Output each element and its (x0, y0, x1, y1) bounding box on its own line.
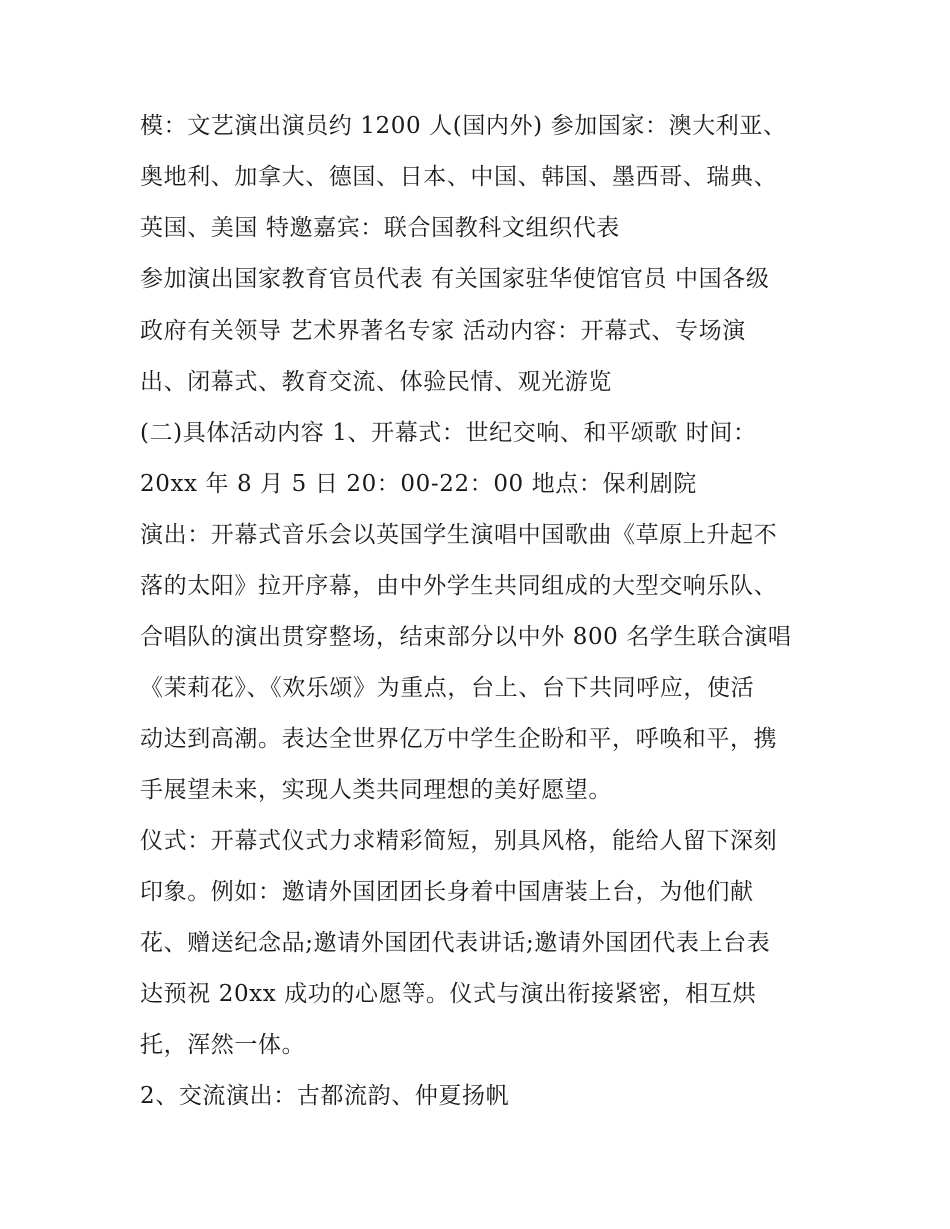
section-heading: 2、交流演出：古都流韵、仲夏扬帆 (140, 1083, 510, 1109)
body-text-line: 参加演出国家教育官员代表 有关国家驻华使馆官员 中国各级 (140, 266, 770, 292)
body-text-line: 20xx 年 8 月 5 日 20：00-22：00 地点：保利剧院 (140, 471, 697, 497)
body-text-line: 合唱队的演出贯穿整场，结束部分以中外 800 名学生联合演唱 (140, 624, 792, 650)
body-text-line: 印象。例如：邀请外国团团长身着中国唐装上台，为他们献 (140, 879, 754, 905)
body-text-line: 落的太阳》拉开序幕，由中外学生共同组成的大型交响乐队、 (140, 573, 778, 599)
body-text-line: 达预祝 20xx 成功的心愿等。仪式与演出衔接紧密，相互烘 (140, 981, 757, 1007)
body-text-line: (二)具体活动内容 1、开幕式：世纪交响、和平颂歌 时间： (140, 420, 757, 446)
body-text-line: 动达到高潮。表达全世界亿万中学生企盼和平，呼唤和平，携 (140, 726, 778, 752)
body-text-line: 模：文艺演出演员约 1200 人(国内外) 参加国家：澳大利亚、 (140, 113, 787, 139)
body-text-line: 奥地利、加拿大、德国、日本、中国、韩国、墨西哥、瑞典、 (140, 164, 778, 190)
body-text-line: 出、闭幕式、教育交流、体验民情、观光游览 (140, 369, 612, 395)
body-text-line: 演出：开幕式音乐会以英国学生演唱中国歌曲《草原上升起不 (140, 522, 778, 548)
body-text-line: 手展望未来，实现人类共同理想的美好愿望。 (140, 777, 612, 803)
body-text-line: 《茉莉花》、《欢乐颂》为重点，台上、台下共同呼应，使活 (140, 675, 755, 701)
body-text-line: 英国、美国 特邀嘉宾：联合国教科文组织代表 (140, 215, 620, 241)
body-text-line: 政府有关领导 艺术界著名专家 活动内容：开幕式、专场演 (140, 318, 746, 344)
body-text-line: 仪式：开幕式仪式力求精彩简短，别具风格，能给人留下深刻 (140, 828, 778, 854)
body-text-line: 花、赠送纪念品;邀请外国团代表讲话;邀请外国团代表上台表 (140, 930, 771, 956)
body-text-line: 托，浑然一体。 (140, 1032, 306, 1058)
